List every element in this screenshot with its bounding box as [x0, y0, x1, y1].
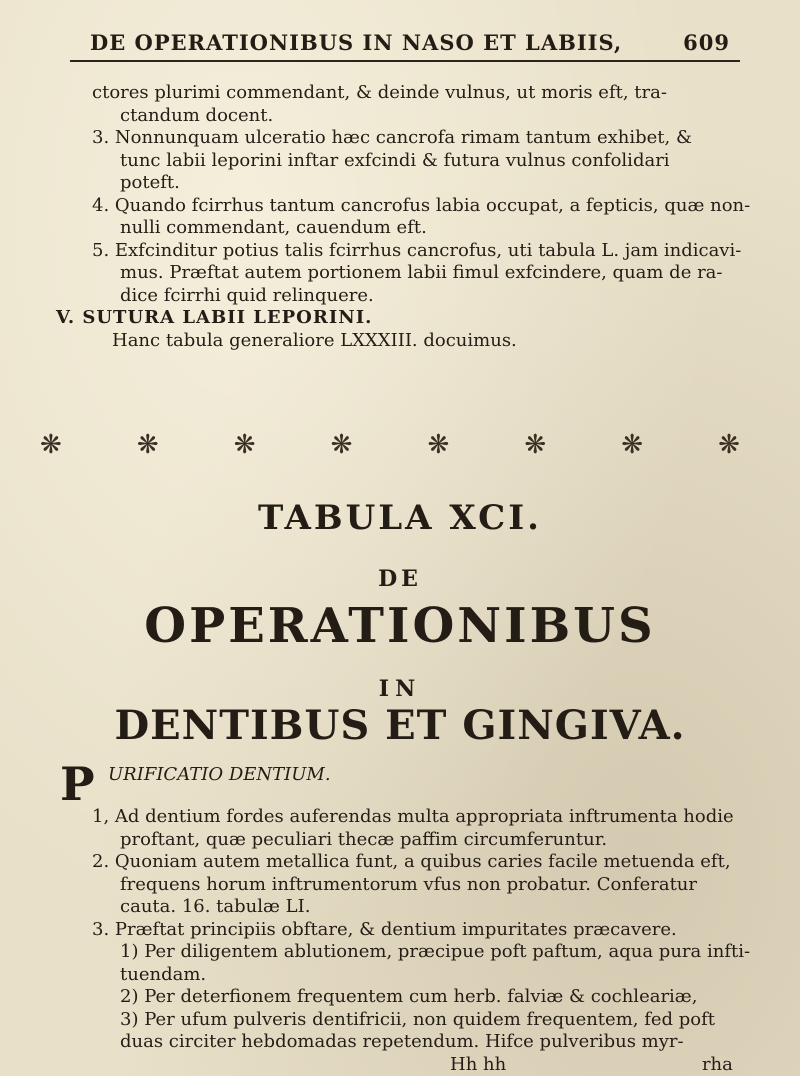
header-rule [70, 60, 740, 62]
text-line: duas circiter hebdomadas repetendum. Hifce pulveribus myr- [120, 1031, 684, 1052]
text-line: ctandum docent. [120, 104, 274, 126]
text-line: dice fcirrhi quid relinquere. [120, 284, 374, 306]
text-line: 4. Quando fcirrhus tantum cancrofus labia occupat, a fepticis, quæ non- [92, 194, 751, 216]
text-line: ctores plurimi commendant, & deinde vulnus, ut moris eft, tra- [92, 82, 667, 103]
ornament-icon: ❋ [233, 430, 256, 460]
text-line: mus. Præftat autem portionem labii fimul exfcindere, quam de ra- [120, 262, 723, 283]
part1-text [20, 82, 790, 352]
text-line: 3. Nonnunquam ulceratio hæc cancrofa rimam tantum exhibet, & [92, 127, 692, 148]
title-dentibus: DENTIBUS ET GINGIVA. [114, 702, 686, 749]
text-line: 3. Præftat principiis obftare, & dentium impuritates præcavere. [92, 918, 677, 940]
text-line: frequens horum inftrumentorum vfus non probatur. Conferatur [120, 873, 697, 895]
ornament-icon: ❋ [427, 430, 450, 460]
ornament-icon: ❋ [621, 430, 644, 460]
section-line: Hanc tabula generaliore LXXXIII. docuimus. [112, 329, 517, 351]
title-operationibus: OPERATIONIBUS [144, 598, 656, 654]
first-line-rest: URIFICATIO DENTIUM. [108, 764, 331, 785]
text-line: 1, Ad dentium fordes auferendas multa appropriata inftrumenta hodie [92, 806, 734, 827]
title-in: IN [378, 676, 422, 702]
ornament-icon: ❋ [136, 430, 159, 460]
text-line: 3) Per ufum pulveris dentifricii, non quidem frequentem, fed poft [120, 1008, 716, 1030]
ornament-icon: ❋ [524, 430, 547, 460]
text-line: cauta. 16. tabulæ LI. [120, 896, 311, 917]
signature-line [20, 1054, 790, 1076]
drop-cap: P [60, 764, 95, 806]
running-header [90, 30, 730, 55]
page-number: 609 [683, 30, 730, 55]
text-line: 5. Exfcinditur potius talis fcirrhus cancrofus, uti tabula L. jam indicavi- [92, 239, 742, 261]
part2-text [20, 764, 790, 1076]
ornament-icon: ❋ [718, 430, 740, 460]
text-line: poteft. [120, 172, 180, 193]
text-line: tuendam. [120, 963, 207, 985]
text-line: 1) Per diligentem ablutionem, præcipue poft paftum, aqua pura infti- [120, 941, 751, 962]
title-de: DE [378, 566, 422, 592]
text-line: 2) Per deterfionem frequentem cum herb. falviæ & cochleariæ, [120, 986, 698, 1007]
signature-mark: Hh hh [450, 1053, 507, 1075]
text-line: 2. Quoniam autem metallica funt, a quibus caries facile metuenda eft, [92, 851, 731, 872]
running-title: DE OPERATIONIBUS IN NASO ET LABIIS, [90, 30, 623, 55]
first-heading-line [20, 764, 790, 806]
ornament-band [40, 428, 740, 462]
text-line: proftant, quæ peculiari thecæ paffim circumferuntur. [120, 828, 608, 850]
text-line: nulli commendant, cauendum eft. [120, 217, 427, 238]
section-heading: V. SUTURA LABII LEPORINI. [56, 307, 373, 328]
catchword: rha [701, 1053, 733, 1075]
text-line: tunc labii leporini inftar exfcindi & futura vulnus confolidari [120, 149, 670, 171]
ornament-icon: ❋ [40, 430, 62, 460]
plate-title: TABULA XCI. [258, 498, 542, 538]
ornament-icon: ❋ [330, 430, 353, 460]
